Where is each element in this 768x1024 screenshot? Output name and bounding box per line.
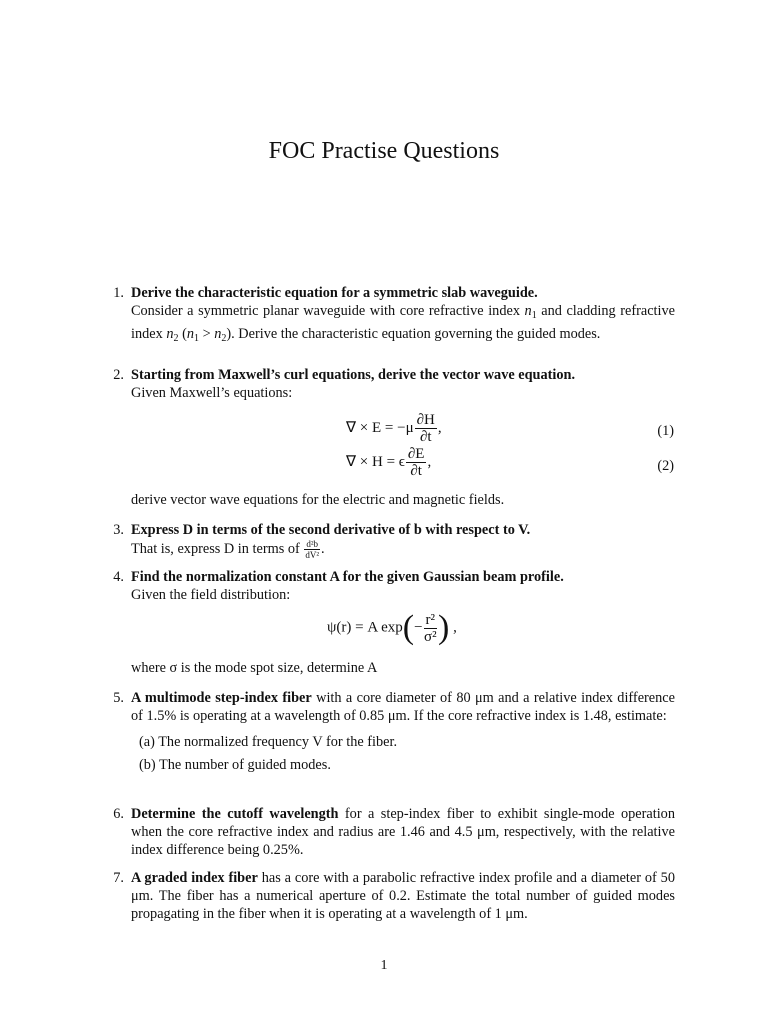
equation-punct: , <box>437 419 442 436</box>
fraction-denominator: ∂t <box>410 463 422 479</box>
question-text: and cladding refractive index <box>131 303 675 342</box>
equation-lhs: ∇ × E = −μ <box>346 419 414 436</box>
question-text: Given the field distribution: <box>131 587 291 603</box>
question-number: 1. <box>113 285 124 301</box>
question-text: Consider a symmetric planar waveguide with core refractive index <box>131 303 525 319</box>
question-text: . Derive the characteristic equation governing the guided modes. <box>231 326 601 342</box>
question-4 <box>108 568 675 604</box>
sub-question-a <box>139 733 675 751</box>
question-4-continued <box>108 659 675 677</box>
equation-lhs: ψ(r) = A exp <box>327 619 403 636</box>
question-1: 1. Derive the characteristic equation for a symmetric slab waveguide. Consider a symmetric planar waveguide with core refractive index $n_1$ and cladding refractive index $n_2$ $(n_1 > n_2)$. Derive the characteristic equation governing the guided modes. <box>108 284 675 348</box>
sub-question-label: (a) <box>139 734 155 750</box>
question-text: That is, express D in terms of <box>131 540 300 557</box>
fraction-numerator: d²b <box>306 539 319 549</box>
question-number: 4. <box>113 569 124 585</box>
sub-question-label: (b) <box>139 757 156 773</box>
equation-2 <box>346 446 431 479</box>
question-heading: Determine the cutoff wavelength <box>131 806 339 822</box>
equation-lhs: ∇ × H = ϵ <box>346 453 405 470</box>
fraction-numerator: ∂H <box>416 412 435 428</box>
equation-gaussian: ψ(r) = A exp(− $\frac{\text{r²}}{\text{σ²}}$ ) , <box>327 609 457 646</box>
question-number: 3. <box>113 522 124 538</box>
question-text: Given Maxwell’s equations: <box>131 385 293 401</box>
question-text: has a core with a parabolic refractive index profile and a diameter of 50 μm. The fiber has a numerical aperture of 0.2. Estimate the total number of guided modes propagating in the fiber when it is operating at a wavelength of 1 μm. <box>131 870 675 922</box>
fraction-denominator: ∂t <box>419 429 432 445</box>
math-subscript: 1 <box>531 310 537 321</box>
math-symbol: n <box>166 326 174 342</box>
question-heading: A multimode step-index fiber <box>131 690 312 706</box>
math-symbol: n <box>524 303 532 319</box>
question-2-continued <box>108 491 675 509</box>
equation-label-1: (1) <box>657 423 674 439</box>
question-heading: Express D in terms of the second derivative of b with respect to V. <box>131 522 531 538</box>
question-heading: Derive the characteristic equation for a symmetric slab waveguide. <box>131 285 538 301</box>
fraction-denominator: σ² <box>424 628 437 645</box>
question-3 <box>108 521 675 560</box>
equation-punct: , <box>427 453 432 470</box>
question-text: derive vector wave equations for the electric and magnetic fields. <box>131 492 505 508</box>
sub-question-text: The number of guided modes. <box>159 757 331 773</box>
equation-label-2: (2) <box>657 458 674 474</box>
question-text: with a core diameter of 80 μm and a relative index difference of 1.5% is operating at a wavelength of 0.85 μm. If the core refractive index is 1.48, estimate: <box>131 690 675 724</box>
question-5 <box>108 689 675 774</box>
sub-question-b <box>139 756 675 774</box>
question-heading: Find the normalization constant A for the given Gaussian beam profile. <box>131 569 564 585</box>
equation-punct: , <box>453 619 457 636</box>
question-number: 2. <box>113 367 124 383</box>
fraction-denominator: dV² <box>305 550 320 560</box>
question-2 <box>108 366 675 402</box>
sub-question-text: The normalized frequency V for the fiber. <box>158 734 398 750</box>
equation-minus: − <box>414 619 423 636</box>
question-number: 7. <box>113 870 124 886</box>
question-punct: . <box>321 540 325 557</box>
question-7 <box>108 869 675 923</box>
fraction-numerator: ∂E <box>407 446 425 462</box>
question-heading: Starting from Maxwell’s curl equations, derive the vector wave equation. <box>131 367 576 383</box>
question-number: 5. <box>113 690 124 706</box>
question-heading: A graded index fiber <box>131 870 258 886</box>
question-number: 6. <box>113 806 124 822</box>
question-6 <box>108 805 675 859</box>
page-title: FOC Practise Questions <box>268 138 500 164</box>
fraction-numerator: r² <box>425 611 436 628</box>
question-text: for a step-index fiber to exhibit single-mode operation when the core refractive index and radius are 1.46 and 4.5 μm, respectively, with the relative index difference being 0.25%. <box>131 806 675 858</box>
question-text: where σ is the mode spot size, determine A <box>131 660 378 676</box>
math-subscript: 2 <box>173 333 179 344</box>
page-number: 1 <box>380 958 388 973</box>
equation-1 <box>346 412 442 445</box>
